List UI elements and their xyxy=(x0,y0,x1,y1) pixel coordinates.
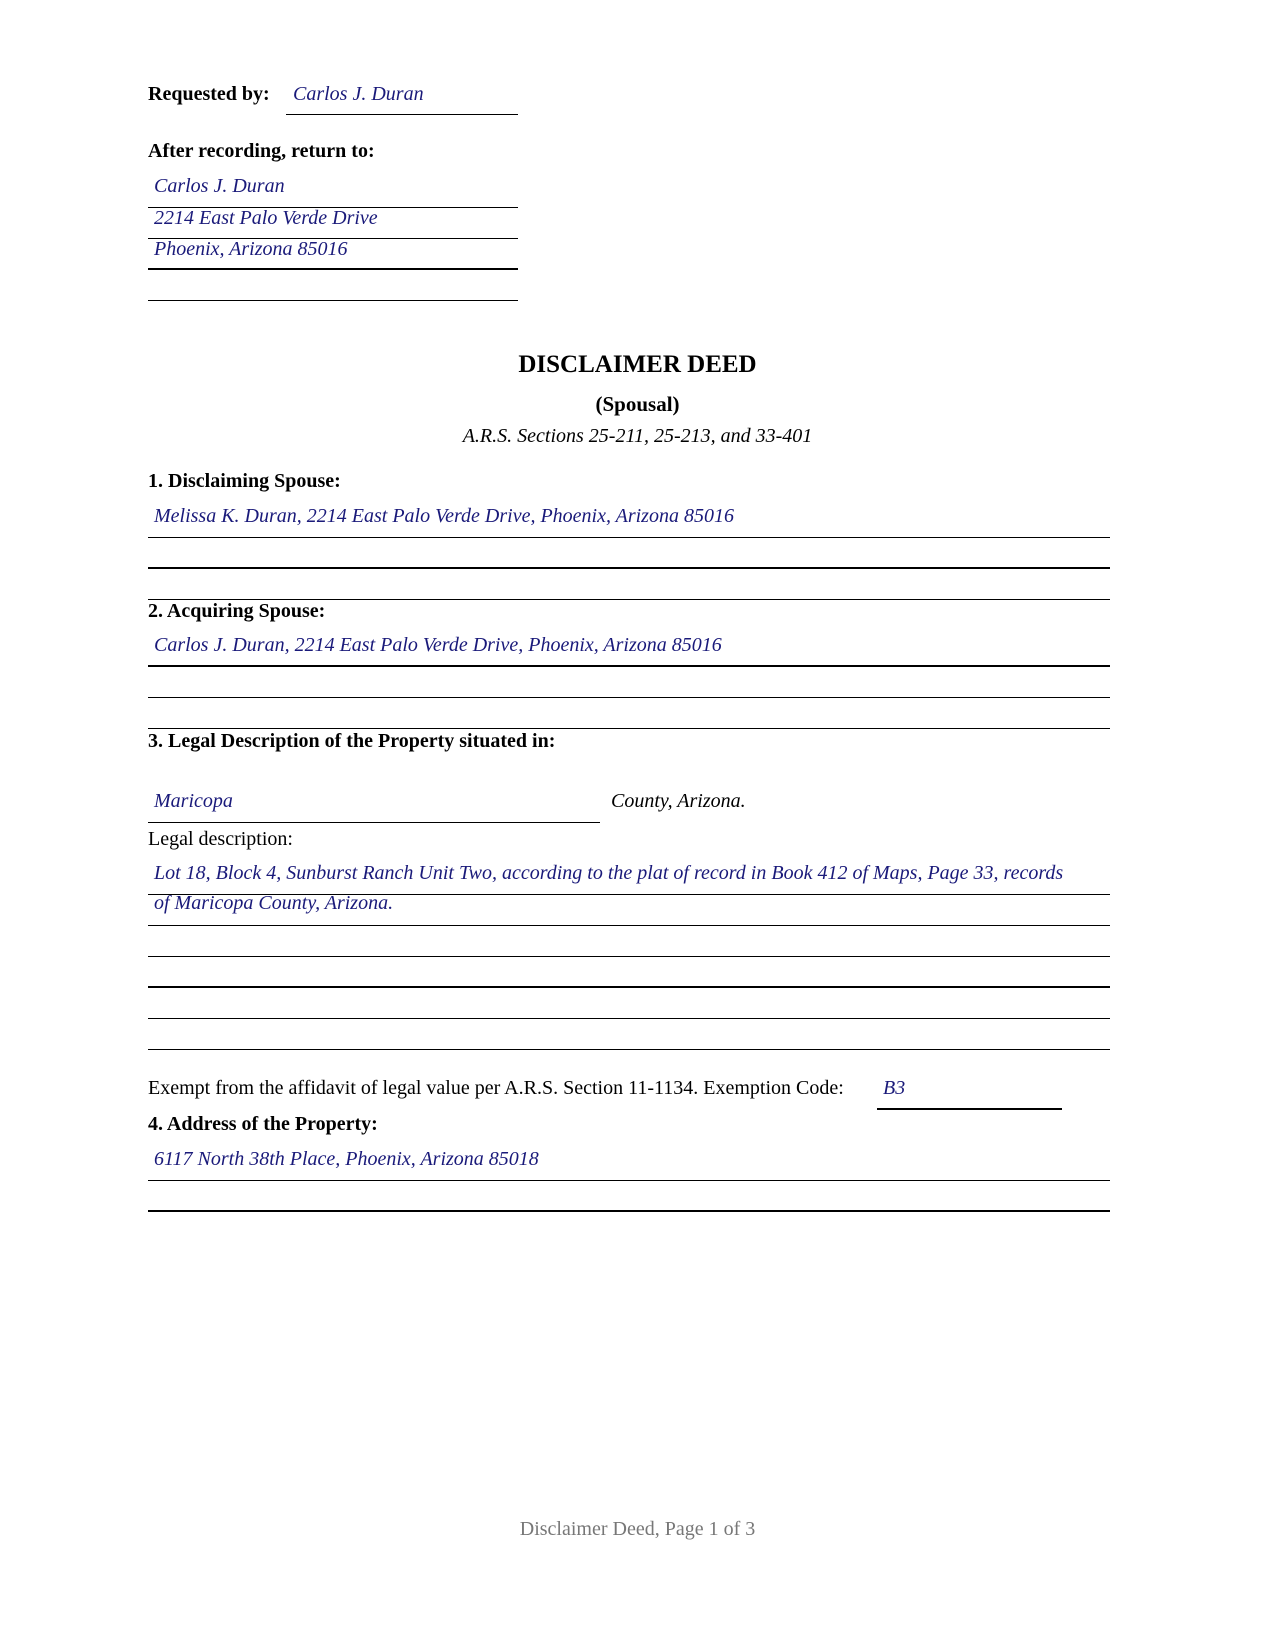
legal-description-underline-3 xyxy=(148,956,1110,957)
legal-description-heading: 3. Legal Description of the Property situated in: xyxy=(148,730,556,752)
acquiring-spouse-underline-1 xyxy=(148,665,1110,667)
return-to-line-3[interactable]: Phoenix, Arizona 85016 xyxy=(154,238,348,260)
document-subtitle: (Spousal) xyxy=(595,392,680,416)
return-to-line-2[interactable]: 2214 East Palo Verde Drive xyxy=(154,207,378,229)
requested-by-underline xyxy=(286,114,518,115)
legal-description-underline-6 xyxy=(148,1049,1110,1050)
return-to-line-1[interactable]: Carlos J. Duran xyxy=(154,175,285,197)
return-to-underline-3 xyxy=(148,268,518,270)
legal-description-line-2[interactable]: of Maricopa County, Arizona. xyxy=(154,892,394,914)
return-to-underline-4 xyxy=(148,300,518,301)
statute-reference: A.R.S. Sections 25-211, 25-213, and 33-401 xyxy=(462,425,813,447)
requested-by-field[interactable]: Carlos J. Duran xyxy=(293,83,424,105)
disclaiming-spouse-field[interactable]: Melissa K. Duran, 2214 East Palo Verde Drive, Phoenix, Arizona 85016 xyxy=(154,505,734,527)
acquiring-spouse-label: 2. Acquiring Spouse: xyxy=(148,600,326,622)
property-address-underline-2 xyxy=(148,1210,1110,1212)
legal-description-underline-2 xyxy=(148,925,1110,926)
exemption-code-underline xyxy=(877,1108,1062,1110)
disclaiming-spouse-label: 1. Disclaiming Spouse: xyxy=(148,470,341,492)
county-field[interactable]: Maricopa xyxy=(154,790,233,812)
acquiring-spouse-field[interactable]: Carlos J. Duran, 2214 East Palo Verde Drive, Phoenix, Arizona 85016 xyxy=(154,634,722,656)
property-address-label: 4. Address of the Property: xyxy=(148,1113,378,1135)
return-to-label: After recording, return to: xyxy=(148,140,375,162)
property-address-underline-1 xyxy=(148,1180,1110,1181)
county-suffix: County, Arizona. xyxy=(611,790,746,812)
exemption-text: Exempt from the affidavit of legal value per A.R.S. Section 11-1134. Exemption Code: xyxy=(148,1077,844,1099)
legal-description-line-1[interactable]: Lot 18, Block 4, Sunburst Ranch Unit Two, according to the plat of record in Book 412 of Maps, Page 33, records xyxy=(154,862,1064,884)
county-underline xyxy=(148,822,600,823)
requested-by-label: Requested by: xyxy=(148,83,270,105)
acquiring-spouse-underline-2 xyxy=(148,697,1110,698)
legal-description-label: Legal description: xyxy=(148,828,293,850)
exemption-code-field[interactable]: B3 xyxy=(883,1077,906,1099)
disclaiming-spouse-underline-2 xyxy=(148,567,1110,569)
legal-description-underline-4 xyxy=(148,986,1110,988)
legal-description-underline-5 xyxy=(148,1018,1110,1019)
page-footer: Disclaimer Deed, Page 1 of 3 xyxy=(519,1518,756,1540)
disclaiming-spouse-underline-1 xyxy=(148,537,1110,538)
property-address-field[interactable]: 6117 North 38th Place, Phoenix, Arizona 85018 xyxy=(154,1148,539,1170)
document-title: DISCLAIMER DEED xyxy=(518,351,757,378)
